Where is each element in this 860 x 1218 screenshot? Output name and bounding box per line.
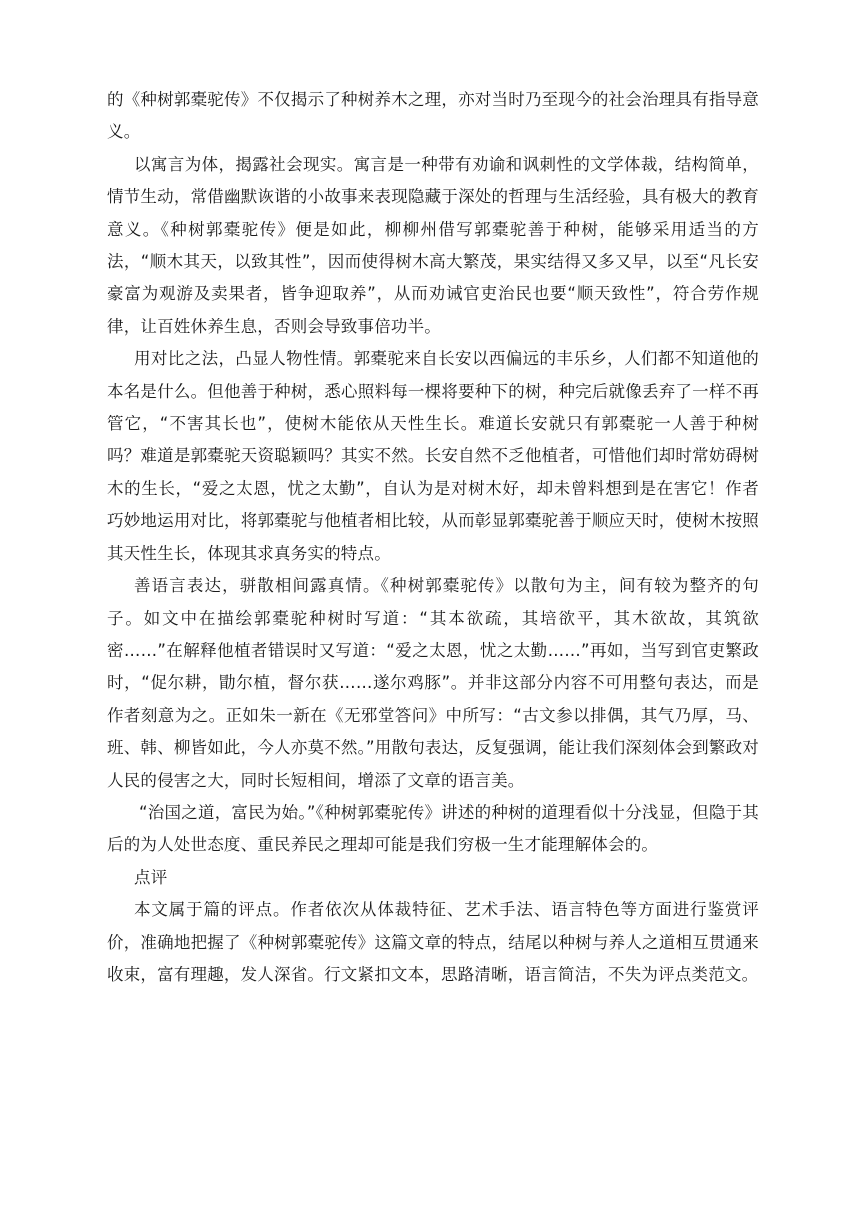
paragraph-language: 善语言表达，骈散相间露真情。《种树郭橐驼传》以散句为主，间有较为整齐的句子。如文中在描绘郭橐驼种树时写道：“其本欲疏，其培欲平，其木欲故，其筑欲密……”在解释他植者错误时又写道：“爱之太恩，忧之太勤……”再如，当写到官吏繁政时，“促尔耕，勖尔植，督尔获……遂尔鸡豚”。并非这部分内容不可用整句表达，而是作者刻意为之。正如朱一新在《无邪堂答问》中所写：“古文参以排偶，其气乃厚，马、班、韩、柳皆如此，今人亦莫不然。”用散句表达，反复强调，能让我们深刻体会到繁政对人民的侵害之大，同时长短相间，增添了文章的语言美。	[107, 576, 759, 790]
comment-heading: 点评	[134, 867, 168, 887]
document-body	[107, 84, 759, 991]
paragraph-intro-continuation: 的《种树郭橐驼传》不仅揭示了种树养木之理，亦对当时乃至现今的社会治理具有指导意义。	[107, 90, 759, 142]
paragraph-contrast: 用对比之法，凸显人物性情。郭橐驼来自长安以西偏远的丰乐乡，人们都不知道他的本名是什么。但他善于种树，悉心照料每一棵将要种下的树，种完后就像丢弃了一样不再管它，“不害其长也”，使树木能依从天性生长。难道长安就只有郭橐驼一人善于种树吗？难道是郭橐驼天资聪颖吗？其实不然。长安自然不乏他植者，可惜他们却时常妨碍树木的生长，“爱之太恩，忧之太勤”，自认为是对树木好，却未曾料想到是在害它！作者巧妙地运用对比，将郭橐驼与他植者相比较，从而彰显郭橐驼善于顺应天时，使树木按照其天性生长，体现其求真务实的特点。	[107, 349, 759, 563]
paragraph-allegory: 以寓言为体，揭露社会现实。寓言是一种带有劝谕和讽刺性的文学体裁，结构简单，情节生动，常借幽默诙谐的小故事来表现隐藏于深处的哲理与生活经验，具有极大的教育意义。《种树郭橐驼传》便是如此，柳柳州借写郭橐驼善于种树，能够采用适当的方法，“顺木其天，以致其性”，因而使得树木高大繁茂，果实结得又多又早，以至“凡长安豪富为观游及卖果者，皆争迎取养”，从而劝诫官吏治民也要“顺天致性”，符合劳作规律，让百姓休养生息，否则会导致事倍功半。	[107, 154, 759, 336]
paragraph-conclusion: “治国之道，富民为始。”《种树郭橐驼传》讲述的种树的道理看似十分浅显，但隐于其后的为人处世态度、重民养民之理却可能是我们穷极一生才能理解体会的。	[107, 802, 759, 855]
paragraph-comment: 本文属于篇的评点。作者依次从体裁特征、艺术手法、语言特色等方面进行鉴赏评价，准确地把握了《种树郭橐驼传》这篇文章的特点，结尾以种树与养人之道相互贯通来收束，富有理趣，发人深省。行文紧扣文本，思路清晰，语言简洁，不失为评点类范文。	[107, 900, 759, 984]
